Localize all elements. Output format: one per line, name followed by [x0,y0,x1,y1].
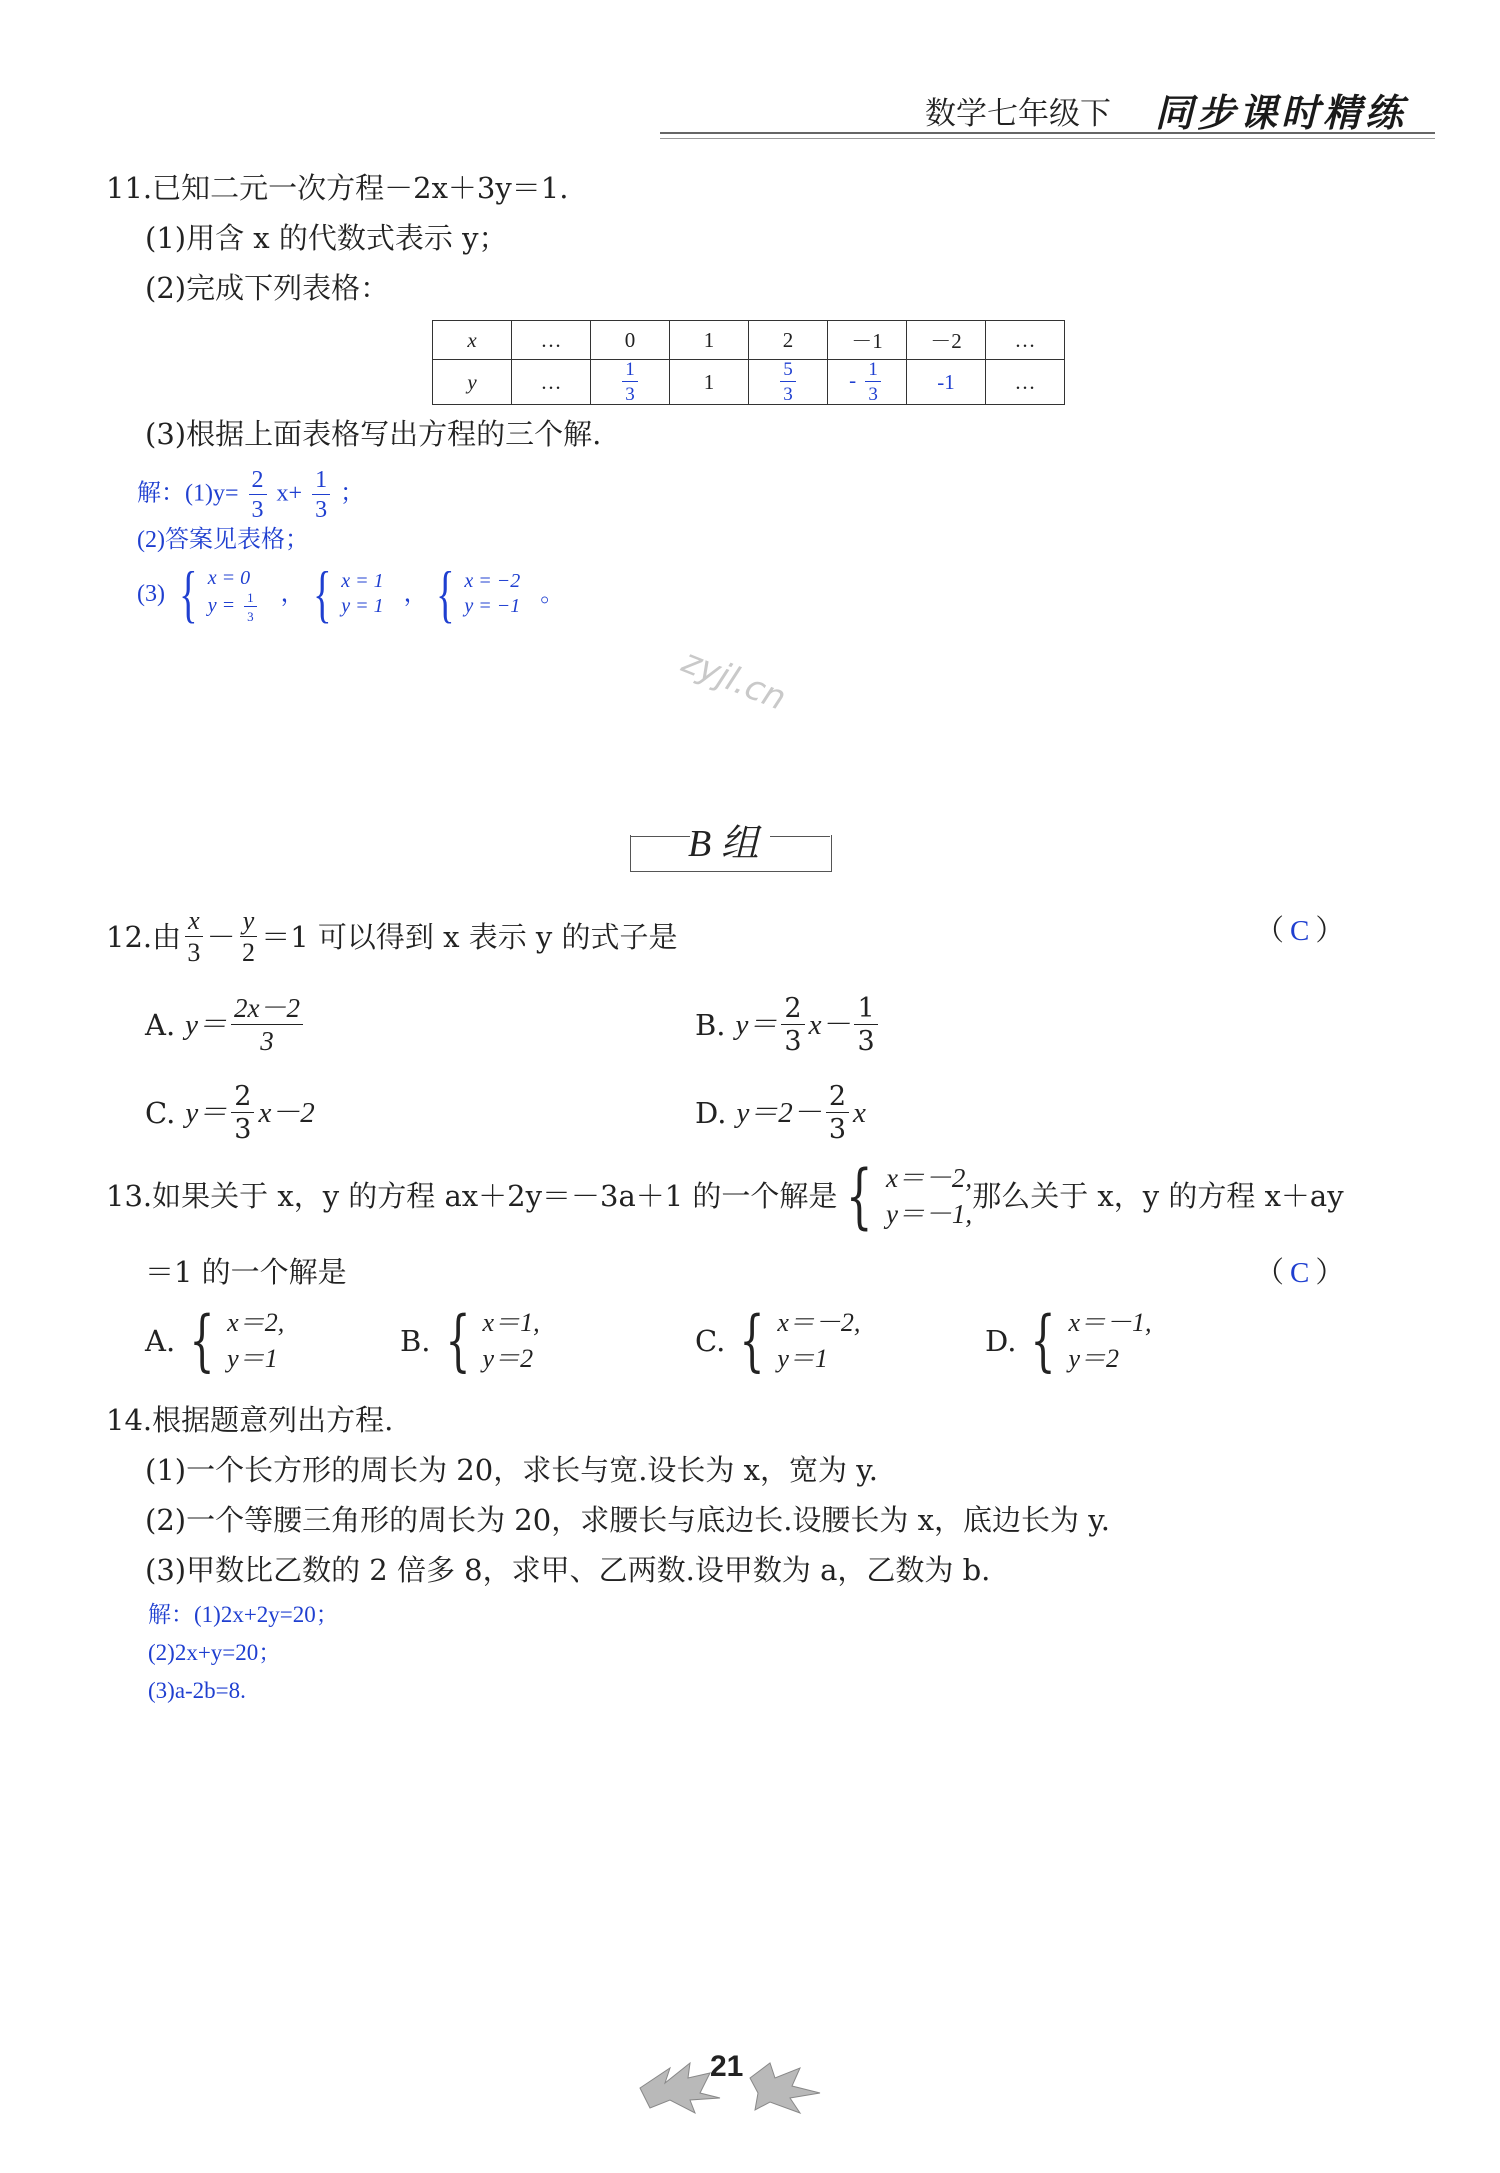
q12-option-d [695,1083,866,1143]
q14-part1: (1)一个长方形的周长为 20，求长与宽.设长为 x，宽为 y. [145,1453,878,1487]
table-answer-cell [749,360,828,405]
option-label: D. [695,1096,727,1130]
system-row: y = −1 [464,595,521,617]
q14-part3: (3)甲数比乙数的 2 倍多 8，求甲、乙两数.设甲数为 a，乙数为 b. [145,1553,991,1587]
q11-value-table [432,320,1065,405]
system-row [208,591,261,623]
system-row: x＝－2, [885,1163,973,1193]
q11-answer2: (2)答案见表格； [137,527,309,553]
neg-sign: - [849,367,857,392]
option-text: x [853,1097,866,1129]
frac-den: 3 [187,938,201,967]
q14-answer-3: (3)a-2b=8. [148,1678,246,1703]
q13-text: 那么关于 x，y 的方程 x＋ay [972,1179,1344,1214]
q11-answer1 [137,468,364,522]
separator: ， [403,581,428,607]
table-cell: … [512,360,591,405]
table-cell: … [986,321,1065,360]
q12-option-b [695,995,882,1055]
q11-stem: 11.已知二元一次方程－2x＋3y＝1. [106,171,569,205]
frac-num: 1 [865,360,881,382]
option-text: y＝ [185,1097,228,1129]
q13-stem [106,1155,1344,1238]
q11-part2: (2)完成下列表格： [145,271,390,305]
option-text: x－ [808,1009,851,1041]
option-text: y＝ [735,1009,778,1041]
bracket: ） [1315,913,1345,947]
q11-part1: (1)用含 x 的代数式表示 y； [145,221,508,255]
solution-system-2: { x = 1 y = 1 [312,558,384,629]
frac-den: 2 [241,938,255,967]
table-answer-cell [828,360,907,405]
system-row: y＝2 [1068,1344,1119,1374]
table-row-x [433,321,1065,360]
frac-den: 3 [784,1026,802,1057]
option-label: A. [145,1008,176,1042]
option-text: y＝ [185,1009,228,1041]
system-row: y＝2 [482,1344,534,1374]
frac-den: 3 [247,608,254,624]
system-row: x＝1, [482,1308,540,1337]
q13-option-b: B. { x＝1, y＝2 [400,1302,540,1380]
q13-line2: ＝1 的一个解是 [145,1255,347,1289]
frac-den: 3 [315,497,328,523]
system-row: x = 0 [207,566,251,589]
q11-part3: (3)根据上面表格写出方程的三个解. [145,417,602,451]
answer-text: x+ [276,480,303,507]
frac-num: 2x－2 [231,995,303,1025]
frac-num: y [240,908,258,937]
frac-den: 3 [260,1026,274,1056]
q13-option-a: A. { x＝2, y＝1 [145,1302,285,1380]
table-answer-cell [591,360,670,405]
header-rule [660,132,1435,134]
frac-num: 2 [826,1083,849,1113]
separator: ， [280,581,305,607]
q12-text: － [206,920,236,954]
frac-num: 2 [249,468,267,495]
option-label: B. [695,1008,726,1042]
q14-part2: (2)一个等腰三角形的周长为 20，求腰长与底边长.设腰长为 x，底边长为 y. [145,1503,1110,1537]
frac-num: 1 [622,360,638,382]
q14-answer-1: 解：(1)2x+2y=20； [148,1602,339,1627]
table-cell: y [433,360,512,405]
system-row: x = 1 [341,570,384,592]
frac-num: 1 [312,468,330,495]
system-row: y＝1 [227,1344,278,1374]
option-label: C. [145,1096,176,1130]
table-cell: 0 [591,321,670,360]
q13-answer: C [1290,1257,1310,1289]
system-row: y＝1 [777,1344,828,1374]
frac-den: 3 [857,1026,875,1057]
system-row: x＝－2, [777,1308,861,1337]
q12-text: ＝1 可以得到 x 表示 y 的式子是 [261,920,678,954]
solution-system-3: { x = −2 y = −1 [435,558,521,629]
q13-option-c: C. { x＝－2, y＝1 [695,1302,861,1380]
watermark: zyjl.cn [676,641,792,719]
table-cell: －1 [828,321,907,360]
frac-num: 5 [780,360,796,382]
q12-option-a [145,995,307,1055]
system-row: y＝－1, [885,1199,973,1230]
end-mark: 。 [540,581,565,607]
group-b-line-left [630,836,690,837]
q13-option-d: D. { x＝－1, y＝2 [985,1302,1152,1380]
frac-num: x [185,908,203,937]
frac-den: 3 [868,384,878,405]
table-cell: 2 [749,321,828,360]
option-label: B. [400,1324,431,1359]
answer-text: ； [340,480,365,507]
q12-answer: C [1290,915,1310,947]
table-row-y [433,360,1065,405]
frac-num: 2 [231,1083,254,1113]
option-label: A. [145,1324,176,1359]
q13-given-system: { x＝－2, y＝－1, [846,1155,973,1238]
bracket: （ [1255,1255,1285,1289]
solution-system-1: { x = 0 y = $\frac{1}{3}$ [173,562,261,626]
option-label: C. [695,1324,726,1359]
option-label: D. [985,1324,1017,1359]
table-cell: 1 [670,360,749,405]
bracket: ） [1315,1255,1345,1289]
table-cell: … [986,360,1065,405]
frac-den: 3 [234,1114,252,1145]
system-row-text: y = [207,594,236,617]
table-cell: … [512,321,591,360]
q12-stem [106,908,678,966]
system-row: y = 1 [341,595,384,617]
system-row: x = −2 [464,570,521,592]
frac-den: 3 [625,384,635,405]
frac-den: 3 [783,384,793,405]
table-cell: x [433,321,512,360]
frac-den: 3 [251,497,264,523]
header-series: 同步课时精练 [1155,91,1408,135]
frac-num: 1 [854,995,877,1025]
q12-option-c [145,1083,315,1143]
system-row: x＝2, [227,1308,285,1337]
frac-num: 1 [244,591,257,607]
option-text: y＝2－ [736,1097,822,1129]
answer-label: (3) [137,581,165,607]
q12-text: 12.由 [106,920,182,954]
group-b-label: B 组 [688,823,759,865]
header-rule-thin [660,138,1435,139]
frac-num: 2 [781,995,804,1025]
table-answer-cell: -1 [907,360,986,405]
header-subject: 数学七年级下 [925,96,1111,132]
page-number: 21 [710,2050,744,2083]
bracket: （ [1255,913,1285,947]
table-cell: 1 [670,321,749,360]
q13-text: 13.如果关于 x，y 的方程 ax＋2y＝－3a＋1 的一个解是 [106,1179,838,1214]
q14-answer-2: (2)2x+y=20； [148,1640,282,1665]
table-cell: －2 [907,321,986,360]
frac-den: 3 [828,1114,846,1145]
system-row: x＝－1, [1068,1308,1152,1337]
q12-answer-bracket [1255,910,1344,951]
option-text: x－2 [258,1097,315,1129]
q14-stem: 14.根据题意列出方程. [106,1403,394,1437]
answer-text: 解：(1)y= [137,480,239,507]
group-b-line-right [770,836,830,837]
q13-answer-bracket [1255,1252,1344,1293]
q11-answer3 [137,558,565,629]
